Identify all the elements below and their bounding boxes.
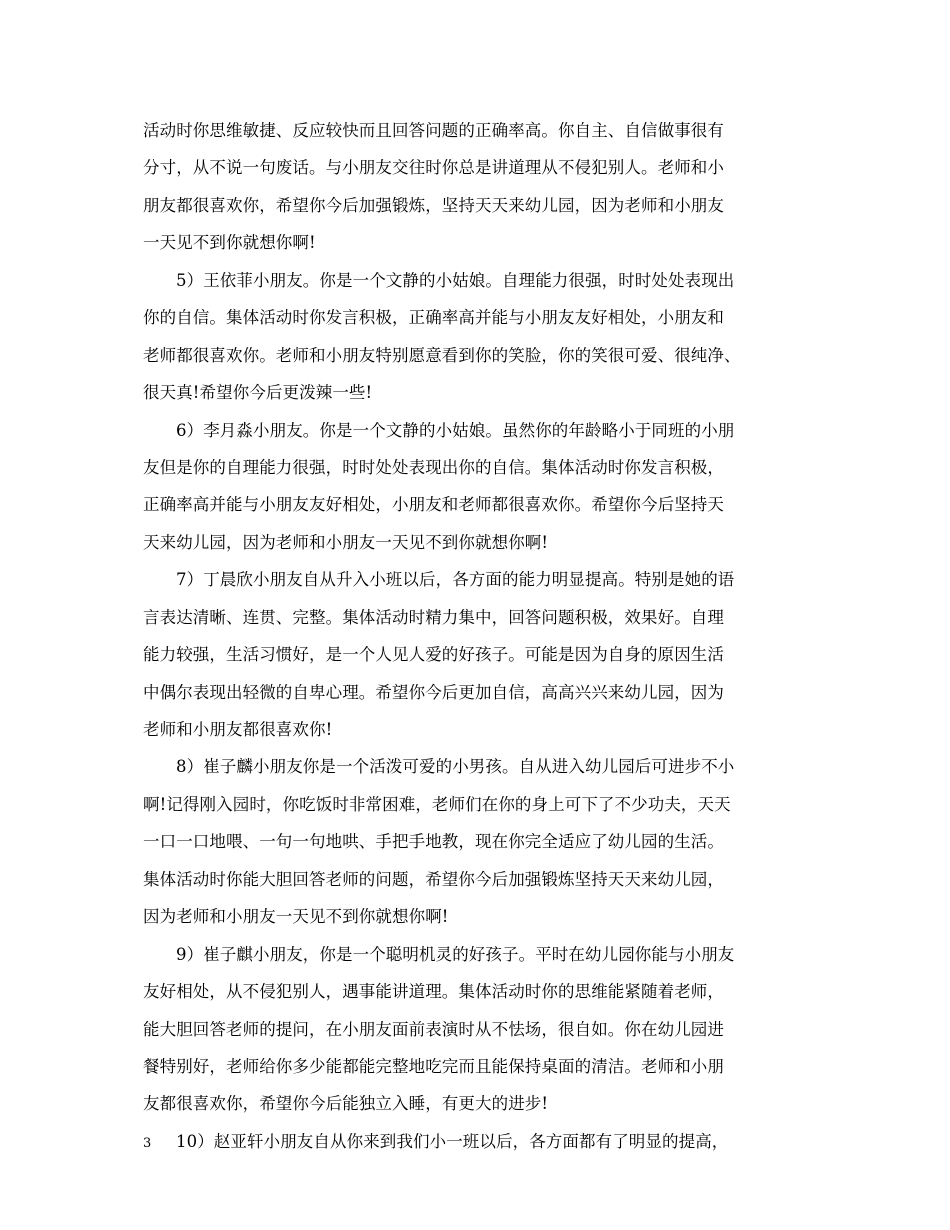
text-line: 很天真!希望你今后更泼辣一些! bbox=[143, 383, 373, 403]
paragraph-item-9 bbox=[143, 936, 815, 1123]
text-line: 集体活动时你能大胆回答老师的问题，希望你今后加强锻炼坚持天天来幼儿园， bbox=[143, 869, 724, 889]
text-line: 9）崔子麒小朋友，你是一个聪明机灵的好孩子。平时在幼儿园你能与小朋友 bbox=[176, 944, 735, 964]
text-line: 正确率高并能与小朋友友好相处，小朋友和老师都很喜欢你。希望你今后坚持天 bbox=[143, 495, 724, 515]
paragraph-continuation bbox=[143, 112, 815, 262]
text-line: 10）赵亚轩小朋友自从你来到我们小一班以后，各方面都有了明显的提高， bbox=[176, 1131, 729, 1151]
text-line: 友都很喜欢你，希望你今后能独立入睡，有更大的进步! bbox=[143, 1094, 549, 1114]
body-text bbox=[143, 112, 815, 1160]
text-line: 言表达清晰、连贯、完整。集体活动时精力集中，回答问题积极，效果好。自理 bbox=[143, 607, 724, 627]
text-line: 餐特别好，老师给你多少能都能完整地吃完而且能保持桌面的清洁。老师和小朋 bbox=[143, 1056, 724, 1076]
text-line: 老师都很喜欢你。老师和小朋友特别愿意看到你的笑脸，你的笑很可爱、很纯净、 bbox=[143, 345, 741, 365]
text-line: 朋友都很喜欢你，希望你今后加强锻炼，坚持天天来幼儿园，因为老师和小朋友 bbox=[143, 195, 724, 215]
text-line: 天来幼儿园，因为老师和小朋友一天见不到你就想你啊! bbox=[143, 532, 549, 552]
text-line: 一口一口地喂、一句一句地哄、手把手地教，现在你完全适应了幼儿园的生活。 bbox=[143, 832, 724, 852]
paragraph-item-5 bbox=[143, 262, 815, 412]
text-line: 5）王依菲小朋友。你是一个文静的小姑娘。自理能力很强，时时处处表现出 bbox=[176, 270, 735, 290]
text-line: 7）丁晨欣小朋友自从升入小班以后，各方面的能力明显提高。特别是她的语 bbox=[176, 570, 735, 590]
text-line: 分寸，从不说一句废话。与小朋友交往时你总是讲道理从不侵犯别人。老师和小 bbox=[143, 158, 724, 178]
text-line: 老师和小朋友都很喜欢你! bbox=[143, 720, 333, 739]
text-line: 6）李月淼小朋友。你是一个文静的小姑娘。虽然你的年龄略小于同班的小朋 bbox=[176, 420, 735, 440]
text-line: 中偶尔表现出轻微的自卑心理。希望你今后更加自信，高高兴兴来幼儿园，因为 bbox=[143, 682, 724, 702]
text-line: 你的自信。集体活动时你发言积极，正确率高并能与小朋友友好相处，小朋友和 bbox=[143, 308, 724, 328]
text-line: 能大胆回答老师的提问，在小朋友面前表演时从不怯场，很自如。你在幼儿园进 bbox=[143, 1019, 724, 1039]
paragraph-item-6 bbox=[143, 412, 815, 562]
text-line: 一天见不到你就想你啊! bbox=[143, 233, 316, 253]
page-number: 3 bbox=[143, 1136, 152, 1151]
text-line: 8）崔子麟小朋友你是一个活泼可爱的小男孩。自从进入幼儿园后可进步不小 bbox=[176, 757, 735, 777]
text-line: 友但是你的自理能力很强，时时处处表现出你的自信。集体活动时你发言积极， bbox=[143, 457, 724, 477]
text-line: 活动时你思维敏捷、反应较快而且回答问题的正确率高。你自主、自信做事很有 bbox=[143, 121, 724, 140]
text-line: 因为老师和小朋友一天见不到你就想你啊! bbox=[143, 907, 449, 927]
paragraph-item-8 bbox=[143, 748, 815, 935]
text-line: 啊!记得刚入园时，你吃饭时非常困难，老师们在你的身上可下了不少功夫，天天 bbox=[143, 794, 731, 814]
paragraph-item-10 bbox=[143, 1123, 815, 1160]
text-line: 能力较强，生活习惯好，是一个人见人爱的好孩子。可能是因为自身的原因生活 bbox=[143, 645, 724, 665]
paragraph-item-7 bbox=[143, 561, 815, 748]
text-line: 友好相处，从不侵犯别人，遇事能讲道理。集体活动时你的思维能紧随着老师， bbox=[143, 982, 724, 1002]
